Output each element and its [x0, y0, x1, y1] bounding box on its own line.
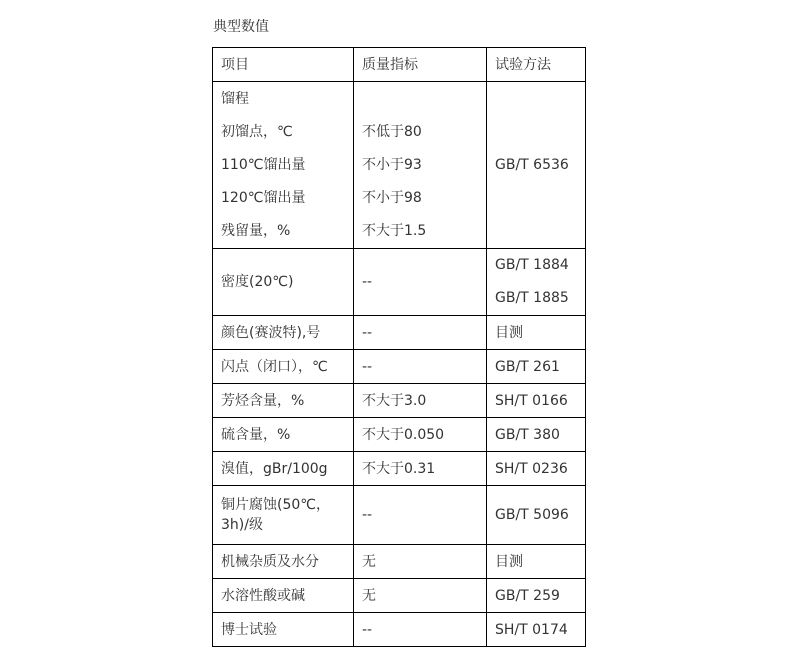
- distillation-items-cell: [213, 82, 354, 249]
- row-method: 目测: [487, 545, 586, 579]
- header-quality: 质量指标: [354, 48, 487, 82]
- row-method: SH/T 0174: [487, 613, 586, 647]
- density-method-0: GB/T 1884: [495, 257, 569, 273]
- distillation-item-0: 馏程: [221, 90, 249, 107]
- row-quality: 不大于0.050: [354, 418, 487, 452]
- density-methods-cell: [487, 249, 586, 316]
- header-method: 试验方法: [487, 48, 586, 82]
- table-row: [213, 452, 586, 486]
- row-quality: --: [354, 316, 487, 350]
- row-method: GB/T 5096: [487, 486, 586, 545]
- row-item: 水溶性酸或碱: [213, 579, 354, 613]
- table-row: [213, 418, 586, 452]
- row-item: 铜片腐蚀(50℃，3h)/级: [213, 486, 354, 545]
- row-item: 硫含量，%: [213, 418, 354, 452]
- distillation-quality-3: 不小于98: [362, 189, 422, 206]
- table-row: [213, 486, 586, 545]
- row-quality: --: [354, 486, 487, 545]
- density-method-1: GB/T 1885: [495, 290, 569, 306]
- distillation-item-1: 初馏点，℃: [221, 123, 293, 140]
- row-quality: 无: [354, 579, 487, 613]
- row-quality: 无: [354, 545, 487, 579]
- row-item: 芳烃含量，%: [213, 384, 354, 418]
- table-row: [213, 613, 586, 647]
- table-row-density: [213, 249, 586, 316]
- distillation-item-2: 110℃馏出量: [221, 156, 306, 173]
- row-method: SH/T 0236: [487, 452, 586, 486]
- density-item: 密度(20℃): [213, 249, 354, 316]
- table-row: [213, 545, 586, 579]
- row-item: 博士试验: [213, 613, 354, 647]
- distillation-quality-0: [362, 83, 478, 116]
- distillation-item-3: 120℃馏出量: [221, 189, 306, 206]
- distillation-method-cell: GB/T 6536: [487, 82, 586, 249]
- distillation-quality-1: 不低于80: [362, 123, 422, 140]
- distillation-quality-2: 不小于93: [362, 156, 422, 173]
- row-item: 闪点（闭口），℃: [213, 350, 354, 384]
- table-caption: 典型数值: [213, 19, 269, 35]
- row-item: 溴值，gBr/100g: [213, 452, 354, 486]
- table-row-distillation: [213, 82, 586, 249]
- table-header-row: [213, 48, 586, 82]
- table-row: [213, 316, 586, 350]
- row-item: 机械杂质及水分: [213, 545, 354, 579]
- distillation-item-4: 残留量，%: [221, 222, 291, 239]
- table-row: [213, 350, 586, 384]
- row-method: GB/T 259: [487, 579, 586, 613]
- row-quality: --: [354, 350, 487, 384]
- row-quality: 不大于3.0: [354, 384, 487, 418]
- spec-table: [212, 47, 586, 647]
- row-item: 颜色(赛波特),号: [213, 316, 354, 350]
- row-quality: 不大于0.31: [354, 452, 487, 486]
- table-row: [213, 384, 586, 418]
- table-row: [213, 579, 586, 613]
- row-method: 目测: [487, 316, 586, 350]
- distillation-quality-cell: [354, 82, 487, 249]
- row-quality: --: [354, 613, 487, 647]
- row-method: GB/T 380: [487, 418, 586, 452]
- header-item: 项目: [213, 48, 354, 82]
- row-method: SH/T 0166: [487, 384, 586, 418]
- distillation-quality-4: 不大于1.5: [362, 222, 427, 239]
- row-method: GB/T 261: [487, 350, 586, 384]
- density-quality: --: [354, 249, 487, 316]
